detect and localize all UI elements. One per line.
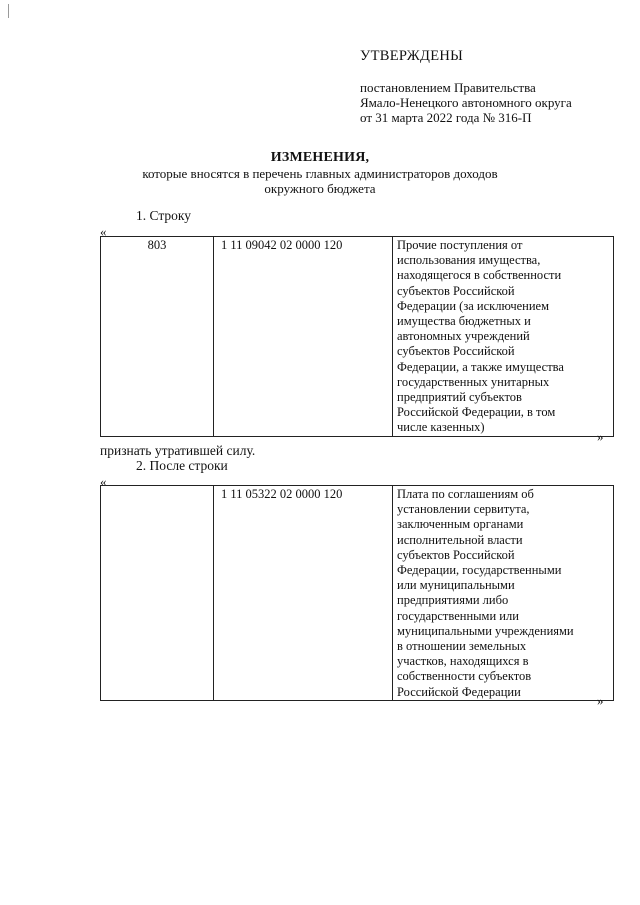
description-line: субъектов Российской bbox=[397, 344, 515, 359]
item1-open-quote: « bbox=[100, 224, 107, 239]
admin-code-cell: 803 bbox=[101, 237, 214, 437]
description-line: числе казенных) bbox=[397, 420, 485, 435]
approval-line: постановлением Правительства bbox=[360, 80, 536, 95]
description-line: государственных унитарных bbox=[397, 374, 550, 389]
description-line: заключенным органами bbox=[397, 517, 524, 532]
table-row bbox=[101, 486, 614, 701]
scan-margin-mark bbox=[8, 4, 9, 18]
item1-close-quote: » bbox=[597, 429, 604, 444]
description-line: имущества бюджетных и bbox=[397, 314, 531, 329]
description-line: Прочие поступления от bbox=[397, 238, 523, 252]
description-line: государственными или bbox=[397, 608, 519, 623]
description-line: Плата по соглашениям об bbox=[397, 487, 534, 501]
description-line: Федерации (за исключением bbox=[397, 298, 550, 313]
description-line: автономных учреждений bbox=[397, 329, 530, 344]
approval-line: Ямало-Ненецкого автономного округа bbox=[360, 95, 572, 110]
item1-action: признать утратившей силу. bbox=[100, 443, 256, 458]
table-row bbox=[101, 237, 614, 437]
item2-label: 2. После строки bbox=[136, 458, 228, 473]
description-line: в отношении земельных bbox=[397, 639, 527, 654]
income-code-cell: 1 11 05322 02 0000 120 bbox=[214, 486, 393, 701]
document-subtitle-line: окружного бюджета bbox=[264, 181, 376, 196]
description-line: находящегося в собственности bbox=[397, 268, 562, 283]
description-line: Федерации, а также имущества bbox=[397, 359, 564, 374]
income-code-cell: 1 11 09042 02 0000 120 bbox=[214, 237, 393, 437]
description-line: субъектов Российской bbox=[397, 283, 515, 298]
description-line: Федерации, государственными bbox=[397, 563, 562, 578]
description-line: предприятий субъектов bbox=[397, 390, 522, 405]
document-subtitle-line: которые вносятся в перечень главных администраторов доходов bbox=[142, 166, 498, 181]
description-line: использования имущества, bbox=[397, 253, 541, 268]
description-line: участков, находящихся в bbox=[397, 654, 529, 669]
description-line: предприятиями либо bbox=[397, 593, 509, 608]
approval-heading: УТВЕРЖДЕНЫ bbox=[360, 48, 464, 64]
item1-label: 1. Строку bbox=[136, 208, 192, 223]
description-line: или муниципальными bbox=[397, 578, 515, 593]
description-line: муниципальными учреждениями bbox=[397, 623, 574, 638]
item1-table bbox=[100, 236, 614, 437]
admin-code-cell bbox=[101, 486, 214, 701]
description-line: установлении сервитута, bbox=[397, 502, 530, 517]
approval-line: от 31 марта 2022 года № 316-П bbox=[360, 110, 532, 125]
item2-open-quote: « bbox=[100, 474, 107, 489]
description-line: собственности субъектов bbox=[397, 669, 532, 684]
document-title: ИЗМЕНЕНИЯ, bbox=[270, 150, 370, 165]
description-line: субъектов Российской bbox=[397, 547, 515, 562]
item2-close-quote: » bbox=[597, 693, 604, 708]
item2-table bbox=[100, 485, 614, 701]
description-cell bbox=[393, 237, 614, 437]
description-line: исполнительной власти bbox=[397, 532, 523, 547]
description-line: Российской Федерации bbox=[397, 684, 521, 699]
description-line: Российской Федерации, в том bbox=[397, 405, 556, 420]
description-cell bbox=[393, 486, 614, 701]
